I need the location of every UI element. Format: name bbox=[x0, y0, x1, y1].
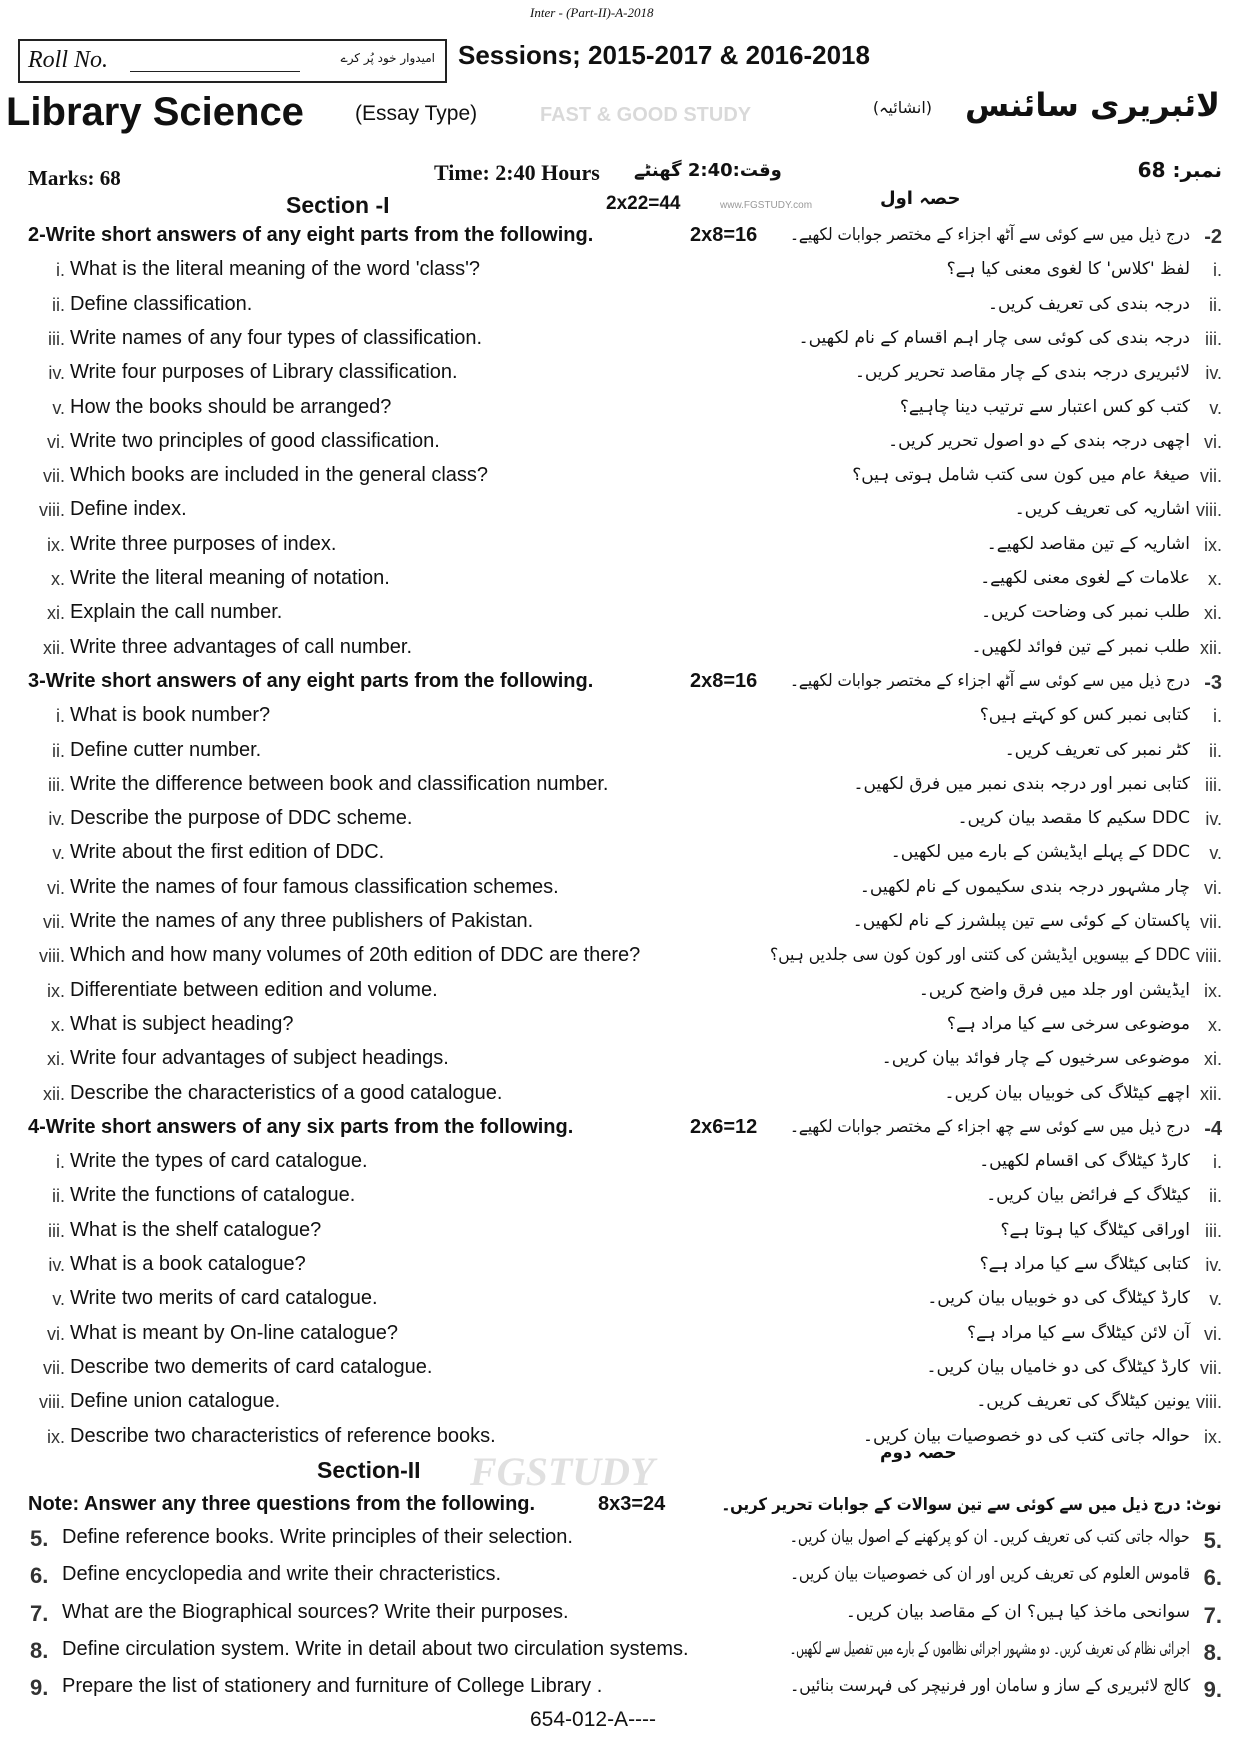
part-text-urdu: لفظ 'کلاس' کا لغوی معنی کیا ہے؟ bbox=[946, 259, 1190, 280]
question-part bbox=[0, 289, 1250, 323]
part-number-urdu: ii. bbox=[1209, 1186, 1222, 1207]
part-text: What is the shelf catalogue? bbox=[70, 1218, 322, 1241]
question-part bbox=[0, 494, 1250, 528]
part-text-urdu: درجہ بندی کی تعریف کریں۔ bbox=[988, 293, 1190, 314]
part-number-urdu: iii. bbox=[1205, 328, 1222, 349]
part-text: Describe the purpose of DDC scheme. bbox=[70, 807, 413, 830]
section-2-title-urdu: حصہ دوم bbox=[880, 1443, 957, 1463]
question-text-urdu: کالج لائبریری کے ساز و سامان اور فرنیچر کی فہرست بنائیں۔ bbox=[789, 1676, 1190, 1697]
question-part bbox=[0, 975, 1250, 1009]
question-part bbox=[0, 837, 1250, 871]
part-text-urdu: کتابی کیٹلاگ سے کیا مراد ہے؟ bbox=[979, 1254, 1190, 1274]
part-text-urdu: کتابی نمبر اور درجہ بندی نمبر میں فرق لکھیں۔ bbox=[853, 773, 1190, 794]
part-text: Which and how many volumes of 20th edition of DDC are there? bbox=[70, 944, 641, 967]
part-number-urdu: iii. bbox=[1205, 774, 1222, 795]
question-part bbox=[0, 906, 1250, 940]
section-2-title: Section-II bbox=[317, 1457, 421, 1483]
long-question bbox=[0, 1559, 1250, 1593]
part-text: Write names of any four types of classification. bbox=[70, 326, 483, 349]
question-title: Write short answers of any eight parts from the following. bbox=[45, 669, 594, 692]
part-number-urdu: iv. bbox=[1205, 809, 1222, 830]
part-text-urdu: اشاریہ کی تعریف کریں۔ bbox=[1014, 499, 1190, 520]
question-part bbox=[0, 1386, 1250, 1420]
part-text: Describe the characteristics of a good catalogue. bbox=[70, 1081, 503, 1104]
question-number-urdu: 6. bbox=[1203, 1565, 1222, 1591]
part-number-urdu: i. bbox=[1213, 1152, 1222, 1173]
question-part bbox=[0, 597, 1250, 631]
part-text-urdu: DDC سکیم کا مقصد بیان کریں۔ bbox=[957, 808, 1190, 829]
part-number-urdu: iv. bbox=[1205, 363, 1222, 384]
question-text-urdu: درج ذیل میں سے کوئی سے چھ اجزاء کے مختصر جوابات لکھیے۔ bbox=[789, 1116, 1190, 1137]
watermark-url: www.FGSTUDY.com bbox=[720, 200, 813, 211]
part-number: vi. bbox=[47, 1323, 65, 1344]
question-number: 2- bbox=[28, 224, 46, 246]
part-text: Write three purposes of index. bbox=[70, 532, 337, 555]
question-part bbox=[0, 1215, 1250, 1249]
question-number: 4- bbox=[28, 1115, 46, 1138]
question-header bbox=[0, 220, 1250, 254]
part-number-urdu: x. bbox=[1207, 569, 1222, 589]
part-text: Define index. bbox=[70, 498, 187, 521]
part-number-urdu: xii. bbox=[1200, 637, 1222, 658]
part-number-urdu: x. bbox=[1207, 1014, 1222, 1035]
part-number: ix. bbox=[47, 534, 65, 555]
part-number: vi. bbox=[47, 877, 65, 898]
long-question bbox=[0, 1597, 1250, 1631]
part-text: What is meant by On-line catalogue? bbox=[70, 1321, 398, 1344]
footer-code: 654-012-A---- bbox=[530, 1708, 657, 1731]
part-text: Which books are included in the general class? bbox=[70, 464, 489, 487]
essay-type: (Essay Type) bbox=[355, 102, 478, 125]
question-part bbox=[0, 735, 1250, 769]
question-number: 5. bbox=[30, 1526, 49, 1551]
question-part bbox=[0, 460, 1250, 494]
question-text-urdu: درج ذیل میں سے کوئی سے آٹھ اجزاء کے مختصر جوابات لکھیے۔ bbox=[789, 670, 1190, 691]
part-text: Write the names of any three publishers of Pakistan. bbox=[70, 910, 534, 932]
part-number-urdu: vi. bbox=[1204, 1323, 1222, 1344]
part-text: Write the names of four famous classification schemes. bbox=[70, 875, 559, 898]
subject-title: Library Science bbox=[6, 90, 304, 134]
part-number-urdu: vi. bbox=[1204, 877, 1222, 898]
part-number-urdu: viii. bbox=[1196, 946, 1222, 967]
section-1-marks: 2x22=44 bbox=[606, 193, 681, 214]
part-number: vii. bbox=[43, 912, 65, 932]
question-part bbox=[0, 1180, 1250, 1214]
part-text-urdu: کارڈ کیٹلاگ کی دو خامیاں بیان کریں۔ bbox=[926, 1356, 1190, 1377]
part-number-urdu: xi. bbox=[1204, 603, 1222, 624]
part-text: Define classification. bbox=[70, 292, 253, 315]
question-text bbox=[28, 1116, 573, 1139]
part-number-urdu: v. bbox=[1209, 397, 1222, 418]
question-part bbox=[0, 323, 1250, 357]
question-text-urdu: قاموس العلوم کی تعریف کریں اور ان کی خصوصیات بیان کریں۔ bbox=[790, 1564, 1190, 1585]
question-text: Define reference books. Write principles of their selection. bbox=[62, 1526, 573, 1548]
part-text-urdu: اوراقی کیٹلاگ کیا ہوتا ہے؟ bbox=[1000, 1219, 1190, 1240]
part-text: Write four purposes of Library classification. bbox=[70, 361, 458, 384]
question-part bbox=[0, 1318, 1250, 1352]
question-part bbox=[0, 1249, 1250, 1283]
long-question bbox=[0, 1634, 1250, 1668]
part-number-urdu: viii. bbox=[1196, 1392, 1222, 1413]
part-text-urdu: حوالہ جاتی کتب کی دو خصوصیات بیان کریں۔ bbox=[863, 1425, 1190, 1446]
part-number-urdu: ii. bbox=[1209, 740, 1222, 761]
question-number-urdu: -3 bbox=[1204, 671, 1222, 694]
part-text: Write four advantages of subject headings. bbox=[70, 1047, 449, 1070]
part-text-urdu: موضوعی سرخیوں کے چار فوائد بیان کریں۔ bbox=[881, 1048, 1190, 1069]
part-number: ii. bbox=[52, 740, 65, 761]
essay-type-urdu: (انشائیہ) bbox=[872, 98, 932, 117]
section-2-marks: 8x3=24 bbox=[598, 1493, 666, 1515]
question-number-urdu: -4 bbox=[1204, 1117, 1222, 1140]
question-text bbox=[28, 224, 593, 247]
part-number: v. bbox=[52, 1289, 65, 1310]
question-title: Write short answers of any six parts from the following. bbox=[45, 1115, 574, 1138]
roll-no-line bbox=[130, 71, 300, 72]
part-text-urdu: اچھے کیٹلاگ کی خوبیاں بیان کریں۔ bbox=[944, 1082, 1190, 1103]
part-number-urdu: v. bbox=[1209, 843, 1222, 864]
time-urdu: وقت:2:40 گھنٹے bbox=[634, 160, 782, 181]
part-text-urdu: موضوعی سرخی سے کیا مراد ہے؟ bbox=[946, 1013, 1190, 1034]
part-text-urdu: صیغۂ عام میں کون سی کتب شامل ہوتی ہیں؟ bbox=[852, 465, 1190, 486]
part-number: viii. bbox=[39, 946, 65, 967]
subject-title-urdu: لائبریری سائنس bbox=[965, 86, 1220, 124]
question-text: Define circulation system. Write in detail about two circulation systems. bbox=[62, 1637, 689, 1660]
part-text: Write three advantages of call number. bbox=[70, 635, 413, 658]
part-number-urdu: xii. bbox=[1200, 1083, 1222, 1104]
part-text-urdu: اشاریہ کے تین مقاصد لکھیے۔ bbox=[986, 533, 1190, 554]
question-part bbox=[0, 632, 1250, 666]
part-text-urdu: پاکستان کے کوئی سے تین پبلشرز کے نام لکھیں۔ bbox=[852, 911, 1190, 931]
long-question bbox=[0, 1522, 1250, 1556]
part-number-urdu: iii. bbox=[1205, 1220, 1222, 1241]
part-text: Write the literal meaning of notation. bbox=[70, 567, 390, 589]
part-number: vii. bbox=[43, 466, 65, 487]
part-number: xii. bbox=[43, 637, 65, 658]
part-number-urdu: i. bbox=[1213, 260, 1222, 281]
question-text-urdu: اجرائی نظام کی تعریف کریں۔ دو مشہور اجرائی نظاموں کے بارے میں تفصیل سے لکھیں۔ bbox=[790, 1638, 1190, 1659]
part-number: v. bbox=[52, 397, 65, 418]
part-text: Explain the call number. bbox=[70, 601, 283, 624]
part-text: Write the types of card catalogue. bbox=[70, 1150, 368, 1173]
part-text: Write about the first edition of DDC. bbox=[70, 841, 385, 864]
part-number: i. bbox=[56, 260, 65, 281]
part-text-urdu: درجہ بندی کی کوئی سی چار اہم اقسام کے نام لکھیں۔ bbox=[798, 327, 1190, 348]
part-number-urdu: iv. bbox=[1205, 1255, 1222, 1275]
question-marks: 2x8=16 bbox=[690, 669, 758, 692]
part-text: Differentiate between edition and volume. bbox=[70, 978, 438, 1001]
part-text-urdu: طلب نمبر کے تین فوائد لکھیں۔ bbox=[971, 636, 1190, 657]
section-1-title: Section -I bbox=[286, 192, 390, 218]
question-part bbox=[0, 563, 1250, 597]
part-text-urdu: کتب کو کس اعتبار سے ترتیب دینا چاہیے؟ bbox=[899, 396, 1190, 417]
question-part bbox=[0, 1078, 1250, 1112]
question-part bbox=[0, 392, 1250, 426]
question-part bbox=[0, 1009, 1250, 1043]
part-number-urdu: i. bbox=[1213, 706, 1222, 727]
part-text-urdu: DDC کے بیسویں ایڈیشن کی کتنی اور کون کون سی جلدیں ہیں؟ bbox=[769, 945, 1190, 966]
part-number-urdu: vii. bbox=[1200, 912, 1222, 932]
part-text-urdu: DDC کے پہلے ایڈیشن کے بارے میں لکھیں۔ bbox=[890, 842, 1190, 863]
part-number: iii. bbox=[48, 1220, 65, 1241]
question-number: 6. bbox=[30, 1563, 49, 1589]
part-text: What is book number? bbox=[70, 704, 271, 727]
question-number: 8. bbox=[30, 1637, 49, 1663]
part-number: ii. bbox=[52, 1186, 65, 1207]
part-number-urdu: v. bbox=[1209, 1289, 1222, 1310]
part-text-urdu: چار مشہور درجہ بندی سکیموں کے نام لکھیں۔ bbox=[859, 876, 1190, 897]
part-number: iv. bbox=[48, 1255, 65, 1275]
part-number: i. bbox=[56, 706, 65, 727]
question-text: What are the Biographical sources? Write their purposes. bbox=[62, 1600, 569, 1623]
part-number: viii. bbox=[39, 1392, 65, 1413]
question-part bbox=[0, 426, 1250, 460]
question-part bbox=[0, 1043, 1250, 1077]
part-number-urdu: xi. bbox=[1204, 1049, 1222, 1070]
part-number-urdu: ix. bbox=[1204, 980, 1222, 1001]
question-part bbox=[0, 700, 1250, 734]
part-number: i. bbox=[56, 1152, 65, 1173]
question-part bbox=[0, 769, 1250, 803]
question-number: 9. bbox=[30, 1675, 49, 1701]
question-number-urdu: 7. bbox=[1203, 1602, 1222, 1628]
part-text-urdu: اچھی درجہ بندی کے دو اصول تحریر کریں۔ bbox=[888, 430, 1190, 451]
part-text-urdu: کارڈ کیٹلاگ کی دو خوبیاں بیان کریں۔ bbox=[927, 1288, 1190, 1309]
question-part bbox=[0, 1146, 1250, 1180]
section-2-note-text: Note: Answer any three questions from the following. bbox=[28, 1493, 536, 1515]
part-text-urdu: طلب نمبر کی وضاحت کریں۔ bbox=[981, 602, 1190, 623]
part-number-urdu: vii. bbox=[1200, 466, 1222, 487]
question-part bbox=[0, 803, 1250, 837]
question-text: Define encyclopedia and write their chracteristics. bbox=[62, 1563, 502, 1586]
question-header bbox=[0, 666, 1250, 700]
part-text: Write two principles of good classification. bbox=[70, 429, 440, 452]
section-2-note-urdu bbox=[650, 1494, 1222, 1515]
part-number: ix. bbox=[47, 980, 65, 1001]
roll-number-box bbox=[18, 39, 447, 83]
part-text: Describe two characteristics of reference books. bbox=[70, 1424, 496, 1447]
part-text: Define cutter number. bbox=[70, 738, 262, 761]
question-part bbox=[0, 529, 1250, 563]
part-number: iii. bbox=[48, 774, 65, 795]
part-number: x. bbox=[50, 1014, 65, 1035]
part-number: vii. bbox=[43, 1357, 65, 1378]
section-2-note bbox=[28, 1493, 535, 1516]
marks-urdu: نمبر: 68 bbox=[1137, 158, 1222, 182]
part-text-urdu: لائبریری درجہ بندی کے چار مقاصد تحریر کریں۔ bbox=[854, 362, 1190, 383]
question-marks: 2x8=16 bbox=[690, 224, 758, 246]
question-number-urdu: 5. bbox=[1203, 1528, 1222, 1553]
part-text-urdu: کٹر نمبر کی تعریف کریں۔ bbox=[1004, 739, 1190, 760]
part-number-urdu: ii. bbox=[1209, 294, 1222, 315]
part-number: v. bbox=[52, 843, 65, 864]
part-number: viii. bbox=[39, 500, 65, 521]
sessions: Sessions; 2015-2017 & 2016-2018 bbox=[458, 40, 870, 70]
question-text bbox=[28, 670, 593, 693]
part-number-urdu: vi. bbox=[1204, 431, 1222, 452]
part-text-urdu: علامات کے لغوی معنی لکھیے۔ bbox=[980, 568, 1190, 588]
part-number: ii. bbox=[52, 294, 65, 315]
time: Time: 2:40 Hours bbox=[434, 160, 600, 185]
question-part bbox=[0, 940, 1250, 974]
section-1-title-urdu: حصہ اول bbox=[880, 188, 961, 209]
question-number: 7. bbox=[30, 1600, 49, 1626]
question-number: 3- bbox=[28, 669, 46, 692]
question-number-urdu: 8. bbox=[1203, 1639, 1222, 1665]
part-text: What is a book catalogue? bbox=[70, 1253, 306, 1275]
question-text-urdu: حوالہ جاتی کتب کی تعریف کریں۔ ان کو پرکھنے کے اصول بیان کریں۔ bbox=[790, 1527, 1190, 1547]
question-number-urdu: -2 bbox=[1204, 226, 1222, 248]
part-number-urdu: ix. bbox=[1204, 534, 1222, 555]
question-part bbox=[0, 872, 1250, 906]
part-text: Write two merits of card catalogue. bbox=[70, 1287, 378, 1310]
part-number: iv. bbox=[48, 809, 65, 830]
question-part bbox=[0, 357, 1250, 391]
part-text-urdu: کتابی نمبر کس کو کہتے ہیں؟ bbox=[979, 705, 1190, 726]
part-number: xii. bbox=[43, 1083, 65, 1104]
part-number-urdu: ix. bbox=[1204, 1426, 1222, 1447]
part-text: Describe two demerits of card catalogue. bbox=[70, 1355, 433, 1378]
part-text: Write the functions of catalogue. bbox=[70, 1184, 356, 1207]
part-text-urdu: ایڈیشن اور جلد میں فرق واضح کریں۔ bbox=[918, 979, 1190, 1000]
part-text: How the books should be arranged? bbox=[70, 395, 392, 418]
question-part bbox=[0, 1283, 1250, 1317]
question-header bbox=[0, 1112, 1250, 1146]
question-part bbox=[0, 254, 1250, 288]
long-question bbox=[0, 1671, 1250, 1705]
part-number: ix. bbox=[47, 1426, 65, 1447]
part-number: iii. bbox=[48, 328, 65, 349]
part-text: Write the difference between book and classification number. bbox=[70, 772, 609, 795]
part-number: x. bbox=[50, 569, 65, 589]
part-text: What is the literal meaning of the word 'class'? bbox=[70, 258, 481, 281]
question-number-urdu: 9. bbox=[1203, 1677, 1222, 1703]
part-number-urdu: vii. bbox=[1200, 1357, 1222, 1378]
question-title: Write short answers of any eight parts from the following. bbox=[45, 224, 594, 246]
question-text: Prepare the list of stationery and furniture of College Library . bbox=[62, 1675, 603, 1698]
part-text-urdu: کیٹلاگ کے فرائض بیان کریں۔ bbox=[986, 1185, 1190, 1206]
part-number: vi. bbox=[47, 431, 65, 452]
part-text: Define union catalogue. bbox=[70, 1390, 281, 1413]
part-number: xi. bbox=[47, 603, 65, 624]
marks: Marks: 68 bbox=[28, 166, 121, 190]
part-text-urdu: یونین کیٹلاگ کی تعریف کریں۔ bbox=[976, 1391, 1190, 1412]
roll-no-label: Roll No. bbox=[28, 47, 109, 73]
question-part bbox=[0, 1352, 1250, 1386]
part-text-urdu: آن لائن کیٹلاگ سے کیا مراد ہے؟ bbox=[966, 1322, 1190, 1343]
roll-no-urdu: امیدوار خود پُر کرے bbox=[340, 51, 435, 65]
fgstudy-watermark: FGSTUDY bbox=[470, 1449, 655, 1494]
question-text-urdu: درج ذیل میں سے کوئی سے آٹھ اجزاء کے مختصر جوابات لکھیے۔ bbox=[789, 225, 1190, 245]
part-number: iv. bbox=[48, 363, 65, 384]
question-text-urdu: سوانحی ماخذ کیا ہیں؟ ان کے مقاصد بیان کریں۔ bbox=[845, 1601, 1190, 1622]
part-number: xi. bbox=[47, 1049, 65, 1070]
watermark-tagline: FAST & GOOD STUDY bbox=[540, 104, 752, 126]
part-text-urdu: کارڈ کیٹلاگ کی اقسام لکھیں۔ bbox=[979, 1151, 1190, 1172]
section-2-note-urdu-text: نوٹ: درج ذیل میں سے کوئی سے تین سوالات کے جوابات تحریر کریں۔ bbox=[721, 1495, 1222, 1515]
paper-code: Inter - (Part-II)-A-2018 bbox=[530, 5, 654, 20]
part-number-urdu: viii. bbox=[1196, 500, 1222, 521]
question-marks: 2x6=12 bbox=[690, 1115, 758, 1138]
part-text: What is subject heading? bbox=[70, 1012, 294, 1035]
